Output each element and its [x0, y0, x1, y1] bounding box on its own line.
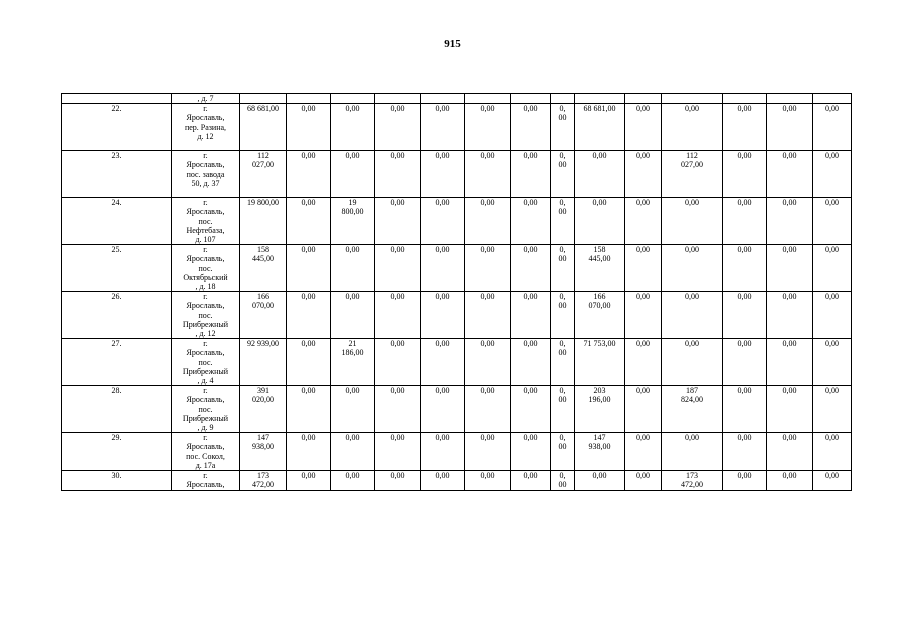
cell-value: 0, 00 [551, 151, 575, 198]
cell-address: г. Ярославль, [172, 471, 240, 490]
cell-address: г. Ярославль, пос. Прибрежный , д. 9 [172, 386, 240, 433]
cell-value: 0,00 [723, 339, 767, 386]
cell-value: 0,00 [813, 339, 852, 386]
table-row [62, 471, 852, 490]
cell-address: г. Ярославль, пос. Прибрежный , д. 12 [172, 292, 240, 339]
cell-value: 0,00 [767, 245, 813, 292]
cell-value: 0,00 [287, 292, 331, 339]
cell-no: 25. [62, 245, 172, 292]
cell-value: 0,00 [625, 471, 662, 490]
cell-value: 0,00 [465, 198, 511, 245]
cell-value: 0,00 [767, 198, 813, 245]
cell-value: 0,00 [287, 245, 331, 292]
cell-value: 0,00 [625, 386, 662, 433]
cell-value: 0,00 [421, 104, 465, 151]
cell-value: 173 472,00 [240, 471, 287, 490]
cell-value: 0,00 [723, 471, 767, 490]
table-row [62, 433, 852, 471]
cell-value: 0,00 [813, 151, 852, 198]
cell-value: 0,00 [375, 339, 421, 386]
cell-address: г. Ярославль, пос. Октябрьский , д. 18 [172, 245, 240, 292]
cell-value: 0,00 [813, 104, 852, 151]
cell-value: 173 472,00 [662, 471, 723, 490]
cell-value: 0,00 [375, 386, 421, 433]
cell-value: 0,00 [625, 339, 662, 386]
cell-value: 0,00 [813, 471, 852, 490]
cell-value: 0,00 [287, 151, 331, 198]
data-table [61, 93, 852, 491]
cell-value: 0,00 [767, 339, 813, 386]
cell-value: 0,00 [465, 245, 511, 292]
table-row [62, 198, 852, 245]
cell-value: 112 027,00 [662, 151, 723, 198]
cell-value: 19 800,00 [331, 198, 375, 245]
cell-value: 0,00 [625, 245, 662, 292]
cell-value: 203 196,00 [575, 386, 625, 433]
cell-value: 0,00 [465, 433, 511, 471]
cell-value: 0,00 [375, 292, 421, 339]
cell-value: 0,00 [813, 433, 852, 471]
cell-address: г. Ярославль, пос. Сокол, д. 17а [172, 433, 240, 471]
cell-value: 0,00 [625, 292, 662, 339]
cell-value: 0,00 [813, 386, 852, 433]
cell-value: 0,00 [465, 292, 511, 339]
cell-value: 0,00 [331, 245, 375, 292]
cell-value: 68 681,00 [575, 104, 625, 151]
cell-value: 0,00 [767, 151, 813, 198]
cell-value: 0,00 [421, 339, 465, 386]
cell-value: 0,00 [287, 104, 331, 151]
cell-value: 0,00 [767, 471, 813, 490]
cell-value: 0,00 [767, 292, 813, 339]
cell-value: 0,00 [421, 292, 465, 339]
cell-value: 0,00 [465, 104, 511, 151]
cell-value: 0,00 [625, 433, 662, 471]
cell-value: 0,00 [375, 198, 421, 245]
cell-value: 0,00 [662, 104, 723, 151]
cell-value: 0,00 [511, 339, 551, 386]
cell-value: 0,00 [662, 198, 723, 245]
cell-value: 0,00 [511, 471, 551, 490]
cell-value: 21 186,00 [331, 339, 375, 386]
cell-no: 30. [62, 471, 172, 490]
cell-value: 147 938,00 [575, 433, 625, 471]
table-row [62, 386, 852, 433]
cell-value: 0,00 [375, 245, 421, 292]
cell-value: 0, 00 [551, 386, 575, 433]
cell-value: 68 681,00 [240, 104, 287, 151]
cell-no [62, 94, 172, 104]
cell-no: 24. [62, 198, 172, 245]
table-row [62, 339, 852, 386]
cell-value: 0,00 [723, 198, 767, 245]
cell-value: 71 753,00 [575, 339, 625, 386]
cell-value: 0,00 [511, 151, 551, 198]
cell-value: 0,00 [331, 292, 375, 339]
cell-value: 0,00 [511, 433, 551, 471]
cell-value: 0,00 [511, 292, 551, 339]
cell-value: 0,00 [331, 433, 375, 471]
cell-no: 22. [62, 104, 172, 151]
cell-value: 158 445,00 [575, 245, 625, 292]
cell-value: 391 020,00 [240, 386, 287, 433]
cell-value: 0, 00 [551, 471, 575, 490]
cell-address: г. Ярославль, пос. завода 50, д. 37 [172, 151, 240, 198]
cell-value: 0,00 [287, 386, 331, 433]
cell-value: 0,00 [287, 433, 331, 471]
cell-no: 29. [62, 433, 172, 471]
cell-value: 0, 00 [551, 104, 575, 151]
cell-no: 28. [62, 386, 172, 433]
cell-value: 0,00 [575, 471, 625, 490]
cell-value: 0,00 [511, 245, 551, 292]
cell-value: 0,00 [625, 151, 662, 198]
cell-value: 0,00 [511, 104, 551, 151]
cell-value: 0,00 [625, 104, 662, 151]
cell-value: 0,00 [375, 151, 421, 198]
cell-value: 0,00 [331, 471, 375, 490]
cell-value: 0,00 [662, 292, 723, 339]
cell-value: 112 027,00 [240, 151, 287, 198]
cell-value: 0,00 [375, 471, 421, 490]
cell-value: 166 070,00 [240, 292, 287, 339]
cell-value: 0,00 [662, 433, 723, 471]
cell-value: 0,00 [813, 292, 852, 339]
cell-value: 158 445,00 [240, 245, 287, 292]
cell-value: 0,00 [813, 245, 852, 292]
cell-value: 0,00 [767, 433, 813, 471]
cell-value: 0,00 [723, 245, 767, 292]
cell-value: 0,00 [331, 104, 375, 151]
cell-value: 0,00 [421, 245, 465, 292]
cell-address: г. Ярославль, пер. Разина, д. 12 [172, 104, 240, 151]
cell-value: 0, 00 [551, 245, 575, 292]
cell-value: 0,00 [813, 198, 852, 245]
table-row [62, 104, 852, 151]
cell-value: 0,00 [375, 104, 421, 151]
cell-value: 0,00 [465, 471, 511, 490]
cell-value: 0,00 [767, 104, 813, 151]
cell-value: 0,00 [421, 471, 465, 490]
cell-value: 0,00 [723, 292, 767, 339]
cell-value: 0,00 [511, 386, 551, 433]
cell-value: 147 938,00 [240, 433, 287, 471]
cell-value: 0,00 [723, 433, 767, 471]
cell-value: 0,00 [421, 198, 465, 245]
cell-value: 0,00 [575, 198, 625, 245]
cell-value: 0,00 [421, 151, 465, 198]
table-row [62, 151, 852, 198]
cell-value: 0,00 [465, 151, 511, 198]
cell-value: 0,00 [511, 198, 551, 245]
cell-value: 92 939,00 [240, 339, 287, 386]
cell-value: 0,00 [625, 198, 662, 245]
cell-value: 0,00 [723, 151, 767, 198]
cell-value: 0,00 [331, 386, 375, 433]
cell-value: 0,00 [723, 386, 767, 433]
cell-value: 0, 00 [551, 198, 575, 245]
cell-value: 0,00 [662, 339, 723, 386]
table-row [62, 245, 852, 292]
cell-address: г. Ярославль, пос. Нефтебаза, д. 107 [172, 198, 240, 245]
cell-value: 0,00 [575, 151, 625, 198]
cell-no: 26. [62, 292, 172, 339]
cell-address: г. Ярославль, пос. Прибрежный , д. 4 [172, 339, 240, 386]
cell-value: 0,00 [723, 104, 767, 151]
cell-value: 166 070,00 [575, 292, 625, 339]
page-number: 915 [444, 38, 461, 50]
cell-value: 0,00 [767, 386, 813, 433]
cell-value: 0,00 [287, 339, 331, 386]
table-row-continuation [62, 94, 852, 104]
cell-value: 0,00 [465, 339, 511, 386]
cell-address: , д. 7 [172, 94, 240, 104]
cell-value: 0, 00 [551, 339, 575, 386]
cell-no: 27. [62, 339, 172, 386]
cell-value: 0,00 [287, 471, 331, 490]
cell-value: 0,00 [421, 386, 465, 433]
cell-value: 0, 00 [551, 292, 575, 339]
cell-no: 23. [62, 151, 172, 198]
cell-value: 0,00 [287, 198, 331, 245]
cell-value: 0,00 [662, 245, 723, 292]
cell-value: 0,00 [421, 433, 465, 471]
cell-value: 19 800,00 [240, 198, 287, 245]
cell-value: 187 824,00 [662, 386, 723, 433]
table-row [62, 292, 852, 339]
cell-value: 0, 00 [551, 433, 575, 471]
cell-value: 0,00 [375, 433, 421, 471]
cell-value: 0,00 [331, 151, 375, 198]
cell-value: 0,00 [465, 386, 511, 433]
